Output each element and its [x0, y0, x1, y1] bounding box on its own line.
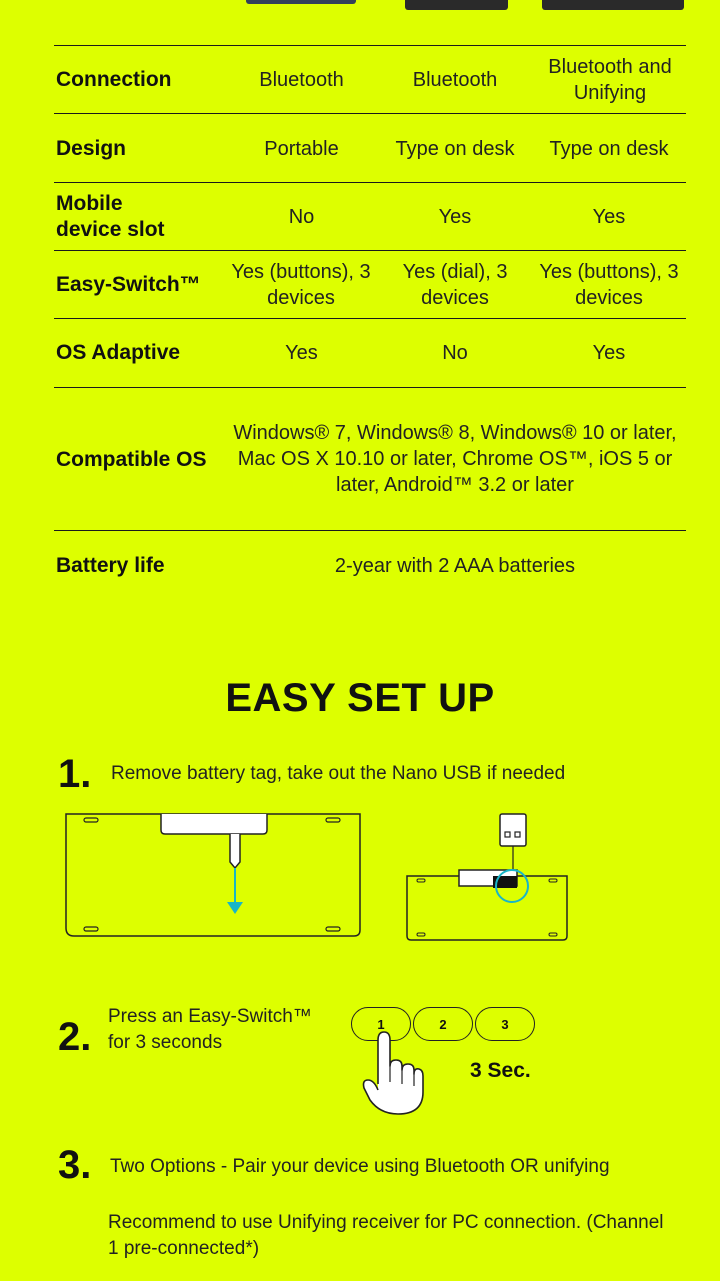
- table-cell: Bluetooth and Unifying: [548, 56, 672, 104]
- table-cell: Yes: [592, 342, 626, 364]
- table-cell: Yes (buttons), 3 devices: [231, 261, 371, 309]
- table-cell: Yes (dial), 3 devices: [402, 261, 508, 309]
- keyboard-battery-tag-illustration: [64, 812, 364, 940]
- table-cell: Yes: [592, 206, 626, 228]
- step-text: Two Options - Pair your device using Bluetooth OR unifying: [110, 1156, 610, 1177]
- easy-switch-button-2[interactable]: 2: [413, 1007, 473, 1041]
- row-label: Easy-Switch™: [56, 273, 201, 296]
- step-text: Remove battery tag, take out the Nano USB if needed: [111, 763, 566, 784]
- step-text: Press an Easy-Switch™ for 3 seconds: [108, 1006, 312, 1053]
- table-cell: Type on desk: [395, 138, 515, 160]
- table-cell: Bluetooth: [412, 69, 498, 91]
- row-label: Design: [56, 137, 127, 160]
- keyboard-image-unifying: [542, 0, 684, 10]
- table-cell-compatible-os: Windows® 7, Windows® 8, Windows® 10 or later, Mac OS X 10.10 or later, Chrome OS™, iOS 5 or later, Android™ 3.2 or later: [233, 422, 677, 496]
- row-label: Compatible OS: [56, 448, 207, 471]
- table-cell: No: [288, 206, 315, 228]
- row-label: Mobile device slot: [56, 192, 165, 241]
- setup-note: Recommend to use Unifying receiver for PC connection. (Channel 1 pre-connected*): [108, 1212, 664, 1259]
- step-number: 1.: [58, 752, 92, 796]
- easy-switch-button-3[interactable]: 3: [475, 1007, 535, 1041]
- step-number: 3.: [58, 1143, 92, 1187]
- table-cell: Yes: [285, 342, 318, 364]
- keyboard-image-desk: [405, 0, 508, 10]
- table-cell: Type on desk: [549, 138, 669, 160]
- table-cell: Portable: [264, 138, 339, 160]
- table-row: [54, 251, 686, 319]
- table-row: [54, 388, 686, 530]
- table-cell: Yes (buttons), 3 devices: [539, 261, 679, 309]
- table-cell: Bluetooth: [259, 69, 344, 91]
- hold-duration-label: 3 Sec.: [470, 1059, 531, 1082]
- row-label: Connection: [56, 68, 172, 91]
- hand-press-icon: [362, 1030, 424, 1116]
- table-row: [54, 183, 686, 251]
- table-row: [54, 319, 686, 387]
- table-row: [54, 114, 686, 182]
- table-cell: Yes: [438, 206, 472, 228]
- table-cell-battery: 2-year with 2 AAA batteries: [334, 555, 576, 577]
- row-label: OS Adaptive: [56, 341, 181, 364]
- step-number: 2.: [58, 1015, 92, 1059]
- row-label: Battery life: [56, 554, 165, 577]
- table-row: [54, 531, 686, 599]
- table-row: [54, 46, 686, 114]
- easy-switch-button-1[interactable]: 1: [351, 1007, 411, 1041]
- keyboard-nano-usb-illustration: [405, 812, 573, 944]
- table-cell: No: [442, 342, 468, 364]
- setup-title: EASY SET UP: [225, 676, 495, 720]
- keyboard-image-portable: [246, 0, 356, 4]
